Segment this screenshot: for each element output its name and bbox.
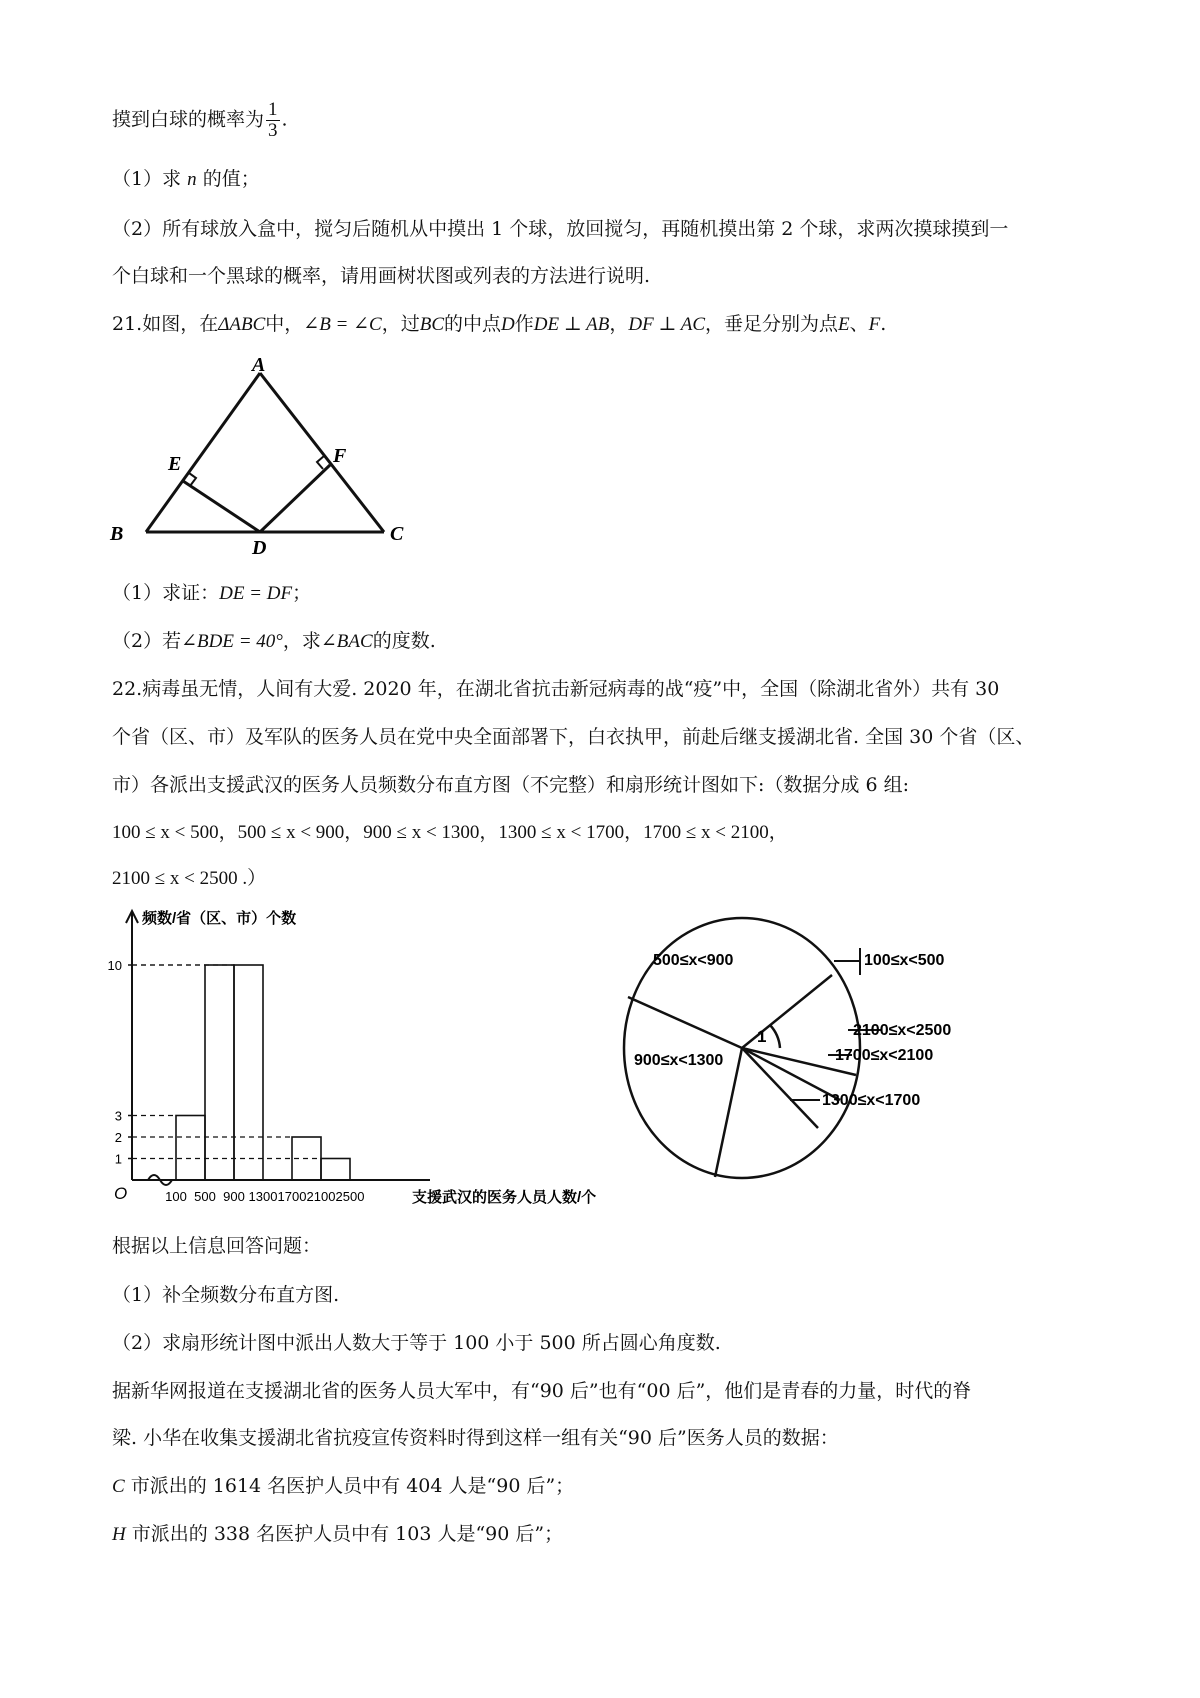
q21-text-e: 作 (514, 313, 534, 335)
q22-question1: （1）补全频数分布直方图. (112, 1284, 340, 1306)
q20-part2-line2: 个白球和一个黑球的概率，请用画树状图或列表的方法进行说明. (112, 265, 651, 287)
city-h-var: H (112, 1524, 126, 1545)
q21-text-b: 中， (265, 313, 304, 335)
q21-part2-text-b: ，求 (282, 630, 321, 652)
q21-part2-math2: ∠BAC (320, 631, 373, 652)
q20-part1 (112, 166, 260, 193)
q21-part1-text: （1）求证： (112, 582, 220, 604)
side-ab (146, 373, 260, 532)
q21-text-i: . (880, 313, 887, 335)
x-tick-label-100: 100 (165, 1189, 187, 1204)
q21-text-h: 、 (849, 313, 869, 335)
q21-part1 (112, 580, 311, 607)
q21-math-d: D (501, 314, 515, 335)
histogram-bar-900-1300 (234, 965, 263, 1180)
y-tick-label-1: 1 (114, 1151, 122, 1167)
q21-math-bc: BC (419, 314, 445, 335)
q22-groups-line1: 100 ≤ x < 500，500 ≤ x < 900，900 ≤ x < 1300，1300 ≤ x < 1700，1700 ≤ x < 2100， (112, 822, 788, 843)
x-tick-label-1300: 1300 (248, 1189, 278, 1204)
q21-stem (112, 311, 886, 338)
x-tick-label-500: 500 (194, 1189, 216, 1204)
q21-text-a: 21.如图，在 (112, 313, 219, 335)
vertex-d-label: D (252, 537, 267, 555)
q22-stem-line2: 个省（区、市）及军队的医务人员在党中央全面部署下，白衣执甲，前赴后继支援湖北省. 全国 30 个省（区、 (112, 726, 1035, 748)
histogram-bar-2100-2500 (321, 1159, 350, 1181)
x-tick-label-900: 900 (223, 1189, 245, 1204)
q21-part2-math: ∠BDE = 40° (181, 631, 283, 652)
q22-city-h (112, 1521, 563, 1548)
q21-math-e: E (838, 314, 850, 335)
histogram-xlabel: 支援武汉的医务人员人数/个 (412, 1189, 597, 1206)
q22-stem-line1: 22.病毒虽无情，人间有大爱. 2020 年，在湖北省抗击新冠病毒的战“疫”中，全国（除湖北省外）共有 30 (112, 678, 1000, 700)
pie-radius-b (628, 997, 742, 1048)
segment-de (183, 481, 260, 532)
q21-math-de-ab: DE ⊥ AB (533, 314, 610, 335)
fraction-denominator: 3 (268, 120, 278, 141)
q21-part1-tail: ； (292, 582, 312, 604)
vertex-a-label: A (252, 355, 266, 376)
angle-arc (770, 1025, 780, 1048)
origin-label: O (114, 1184, 128, 1203)
x-tick-label-2100: 2100 (306, 1189, 336, 1204)
vertex-c-label: C (390, 523, 404, 545)
pie-label-2100-2500: 2100≤x<2500 (853, 1022, 952, 1039)
q20-part1-text: （1）求 (112, 168, 182, 190)
q21-text-g: ，垂足分别为点 (705, 313, 839, 335)
pie-label-1300-1700: 1300≤x<1700 (822, 1092, 921, 1109)
q22-question2: （2）求扇形统计图中派出人数大于等于 100 小于 500 所占圆心角度数. (112, 1332, 721, 1354)
q22-stem-line3: 市）各派出支援武汉的医务人员频数分布直方图（不完整）和扇形统计图如下:（数据分成 6 组: (112, 774, 909, 796)
pie-label-1700-2100: 1700≤x<2100 (835, 1047, 934, 1064)
q21-part2-tail: 的度数. (372, 630, 436, 652)
var-n: n (187, 169, 197, 190)
pie-radius-a (742, 975, 832, 1048)
pie-label-900-1300: 900≤x<1300 (634, 1052, 724, 1069)
q21-math-angles: ∠B = ∠C (303, 314, 382, 335)
vertex-e-label: E (168, 453, 182, 475)
q22-questions-intro: 根据以上信息回答问题： (112, 1235, 322, 1257)
q22-groups-line2: 2100 ≤ x < 2500 .） (112, 868, 267, 889)
prob-intro-text: 摸到白球的概率为 (112, 108, 265, 131)
vertex-f-label: F (333, 445, 347, 467)
prob-intro-tail: . (281, 108, 288, 131)
q21-math-f: F (868, 314, 881, 335)
pie-label-100-500: 100≤x<500 (864, 952, 945, 969)
segment-df (260, 465, 330, 532)
prob-intro-line (112, 100, 288, 141)
side-ac (260, 373, 384, 532)
q21-part2-text: （2）若 (112, 630, 182, 652)
fraction-one-third (266, 100, 280, 141)
pie-radius-d (742, 1048, 818, 1128)
y-tick-label-2: 2 (114, 1130, 122, 1145)
q20-part2-line1: （2）所有球放入盒中，搅匀后随机从中摸出 1 个球，放回搅匀，再随机摸出第 2 个球，求两次摸球摸到一 (112, 218, 1009, 240)
q21-text-c: ，过 (381, 313, 420, 335)
pie-label-500-900: 500≤x<900 (653, 952, 734, 969)
histogram-ylabel: 频数/省（区、市）个数 (142, 910, 297, 927)
pie-chart (620, 915, 1040, 1185)
histogram-chart (100, 905, 640, 1215)
city-h-text: 市派出的 338 名医护人员中有 103 人是“90 后”； (131, 1523, 564, 1545)
y-tick-label-3: 3 (114, 1108, 122, 1124)
histogram-bar-500-900 (205, 965, 234, 1180)
q22-report-line2: 梁. 小华在收集支援湖北省抗疫宣传资料时得到这样一组有关“90 后”医务人员的数据： (112, 1427, 839, 1449)
angle-1-label: 1 (757, 1027, 767, 1046)
triangle-diagram (100, 355, 420, 555)
city-c-var: C (112, 1476, 125, 1497)
q21-part1-math: DE = DF (219, 583, 293, 604)
q21-text-d: 的中点 (444, 313, 502, 335)
x-tick-label-2500: 2500 (335, 1189, 365, 1204)
vertex-b-label: B (110, 523, 124, 545)
q20-part1-tail: 的值； (202, 168, 260, 190)
right-angle-mark-f (317, 456, 324, 469)
x-tick-label-1700: 1700 (277, 1189, 307, 1204)
city-c-text: 市派出的 1614 名医护人员中有 404 人是“90 后”； (130, 1475, 575, 1497)
y-tick-label-10: 10 (107, 958, 122, 973)
q22-city-c (112, 1473, 574, 1500)
fraction-numerator: 1 (268, 99, 278, 120)
q21-math-df-ac: DF ⊥ AC (628, 314, 706, 335)
histogram-bar-100-500 (176, 1116, 205, 1181)
q21-text-f: ， (609, 313, 629, 335)
q22-report-line1: 据新华网报道在支援湖北省的医务人员大军中，有“90 后”也有“00 后”，他们是青春的力量，时代的脊 (112, 1380, 972, 1402)
q21-part2 (112, 628, 436, 655)
q21-math-triangle: ΔABC (218, 314, 266, 335)
